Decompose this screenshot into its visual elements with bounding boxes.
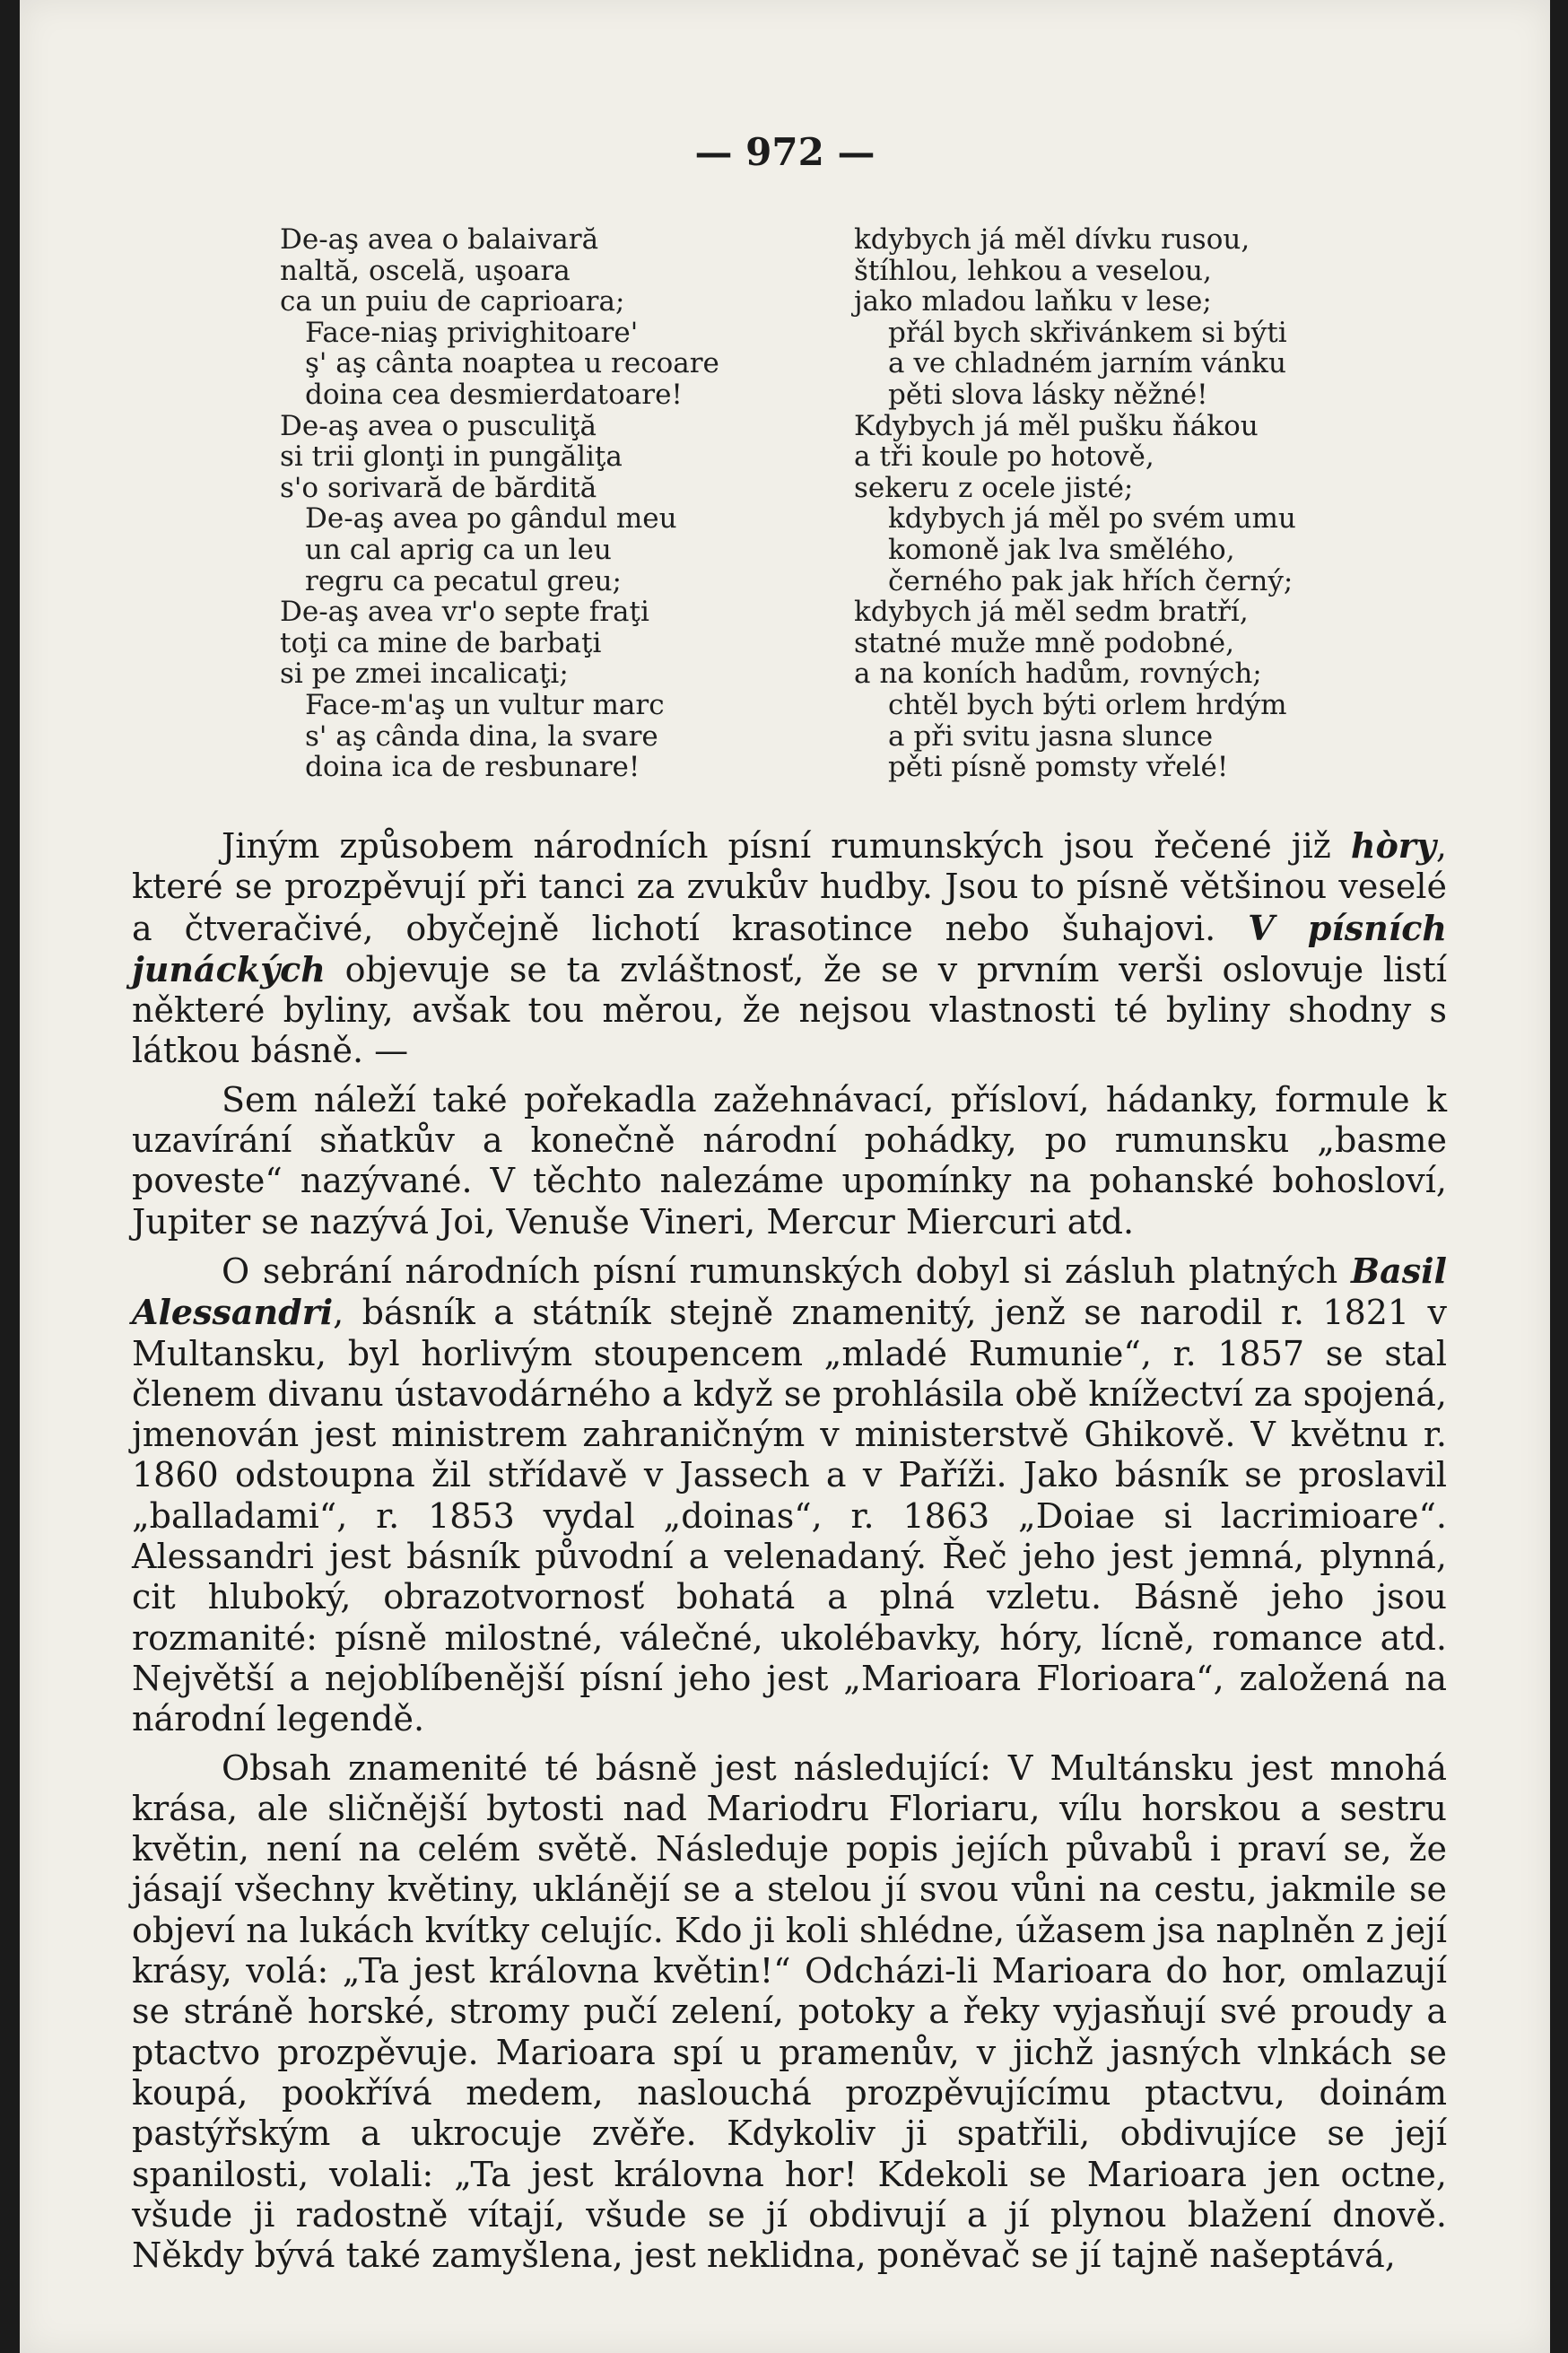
body-text xyxy=(132,825,1447,2284)
poem-line: s' aş cânda dina, la svare xyxy=(305,719,658,753)
poem-line: pěti slova lásky něžné! xyxy=(888,378,1208,411)
poem-line: a na koních hadům, rovných; xyxy=(854,658,1262,691)
paragraph-alessandri xyxy=(132,1251,1447,1740)
paragraph-folklore xyxy=(132,1080,1447,1242)
poem-line: si trii glonţi in pungăliţa xyxy=(280,440,623,474)
poem-line: přál bych skřivánkem si býti xyxy=(888,316,1287,349)
poem-line: a ve chladném jarním vánku xyxy=(888,347,1286,380)
poem-line: Face-niaş privighitoare' xyxy=(305,316,639,349)
poem-line: kdybych já měl dívku rusou, xyxy=(854,223,1250,256)
paragraph-text: , básník a státník stejně znamenitý, jenž se narodil r. 1821 v Multansku, byl horlivým stoupencem „mladé Rumunie“, r. 1857 se stal členem divanu ústavodárného a když se prohlásila obě knížectví za spojená, jmenován jest ministrem zahraničným v ministerstvě Ghikově. V květnu r. 1860 odstoupna žil střídavě v Jassech a v Paříži. Jako básník se proslavil „balladami“, r. 1853 vydal „doinas“, r. 1863 „Doiae si lacrimioare“. Alessandri jest básník původní a velenadaný. Řeč jeho jest jemná, plynná, cit hluboký, obrazotvornosť bohatá a plná vzletu. Básně jeho jsou rozmanité: písně milostné, válečné, ukolébavky, hóry, lícně, romance atd. Největší a nejoblíbenější písní jeho jest „Marioara Florioara“, založená na národní legendě. xyxy=(132,1293,1447,1739)
poem-line: pěti písně pomsty vřelé! xyxy=(888,751,1229,784)
paragraph-text: Jiným způsobem národních písní rumunských jsou řečené již xyxy=(222,826,1351,866)
paragraph-text: , které se prozpěvují při tanci za zvukův hudby. Jsou to písně většinou veselé a čtveračivé, obyčejně lichotí krasotince nebo šuhajovi. xyxy=(132,826,1447,948)
poem-line: sekeru z ocele jisté; xyxy=(854,471,1134,504)
paragraph-hory xyxy=(132,825,1447,1072)
emphasis-term: hòry xyxy=(1350,825,1436,866)
poem-line: De-aş avea po gândul meu xyxy=(305,502,677,536)
poem-line: černého pak jak hřích černý; xyxy=(888,564,1294,597)
emphasis-term: V písních junáckých xyxy=(132,907,1447,989)
poem-line: ca un puiu de caprioara; xyxy=(280,285,625,318)
poem-line: štíhlou, lehkou a veselou, xyxy=(854,254,1212,287)
paragraph-marioara xyxy=(132,1748,1447,2277)
paragraph-text: Obsah znamenité té básně jest následující: V Multánsku jest mnohá krása, ale sličnější bytosti nad Mariodru Floriaru, vílu horskou a sestru květin, není na celém světě. Následuje popis jejích půvabů i praví se, že jásají všechny květiny, uklánějí se a stelou jí svou vůni na cestu, jakmile se objeví na lukách kvítky celujíc. Kdo ji koli shlédne, úžasem jsa naplněn z její krásy, volá: „Ta jest královna květin!“ Odcházi-li Marioara do hor, omlazují se stráně horské, stromy pučí zelení, potoky a řeky vyjasňují své proudy a ptactvo prozpěvuje. Marioara spí u pramenův, v jichž jasných vlnkách se koupá, pookřívá medem, naslouchá prozpěvujícímu ptactvu, doinám pastýřským a ukrocuje zvěře. Kdykoliv ji spatřili, obdivujíce se její spanilosti, volali: „Ta jest královna hor! Kdekoli se Marioara jen octne, všude ji radostně vítají, všude se jí obdivují a jí plynou blažení dnově. Někdy bývá také zamyšlena, jest neklidna, poněvač se jí tajně našeptává, xyxy=(132,1747,1447,2276)
emphasis-name: Basil Alessandri xyxy=(132,1250,1447,1333)
poem-line: kdybych já měl sedm bratří, xyxy=(854,596,1249,629)
poem-line: Face-m'aş un vultur marc xyxy=(305,688,665,721)
poem-line: toţi ca mine de barbaţi xyxy=(280,626,602,659)
poem-line: a při svitu jasna slunce xyxy=(888,719,1214,753)
poem-czech xyxy=(854,224,1410,783)
poem-line: De-aş avea vr'o septe fraţi xyxy=(280,596,649,629)
poem-line: s'o sorivară de bărdită xyxy=(280,471,597,504)
poem-line: Kdybych já měl pušku ňákou xyxy=(854,409,1259,442)
poem-line: un cal aprig ca un leu xyxy=(305,533,612,566)
paragraph-text: objevuje se ta zvláštnosť, že se v prvním verši oslovuje listí některé byliny, avšak tou měrou, že nejsou vlastnosti té byliny shodny s látkou básně. — xyxy=(132,949,1447,1071)
poem-line: naltă, oscelă, uşoara xyxy=(280,254,571,287)
poem-line: De-aş avea o balaivară xyxy=(280,223,599,256)
poem-line: kdybych já měl po svém umu xyxy=(888,502,1296,536)
poem-line: chtěl bych býti orlem hrdým xyxy=(888,688,1287,721)
poem-romanian xyxy=(280,224,764,783)
poem-line: komoně jak lva smělého, xyxy=(888,533,1235,566)
poem-line: si pe zmei incalicaţi; xyxy=(280,658,569,691)
book-page xyxy=(20,0,1550,2353)
poem-line: doina ica de resbunare! xyxy=(305,751,640,784)
page-number: — 972 — xyxy=(694,130,875,174)
poem-line: jako mladou laňku v lese; xyxy=(854,285,1212,318)
poem-line: doina cea desmierdatoare! xyxy=(305,378,683,411)
paragraph-text: O sebrání národních písní rumunských dobyl si zásluh platných xyxy=(222,1251,1351,1291)
paragraph-text: Sem náleží také pořekadla zažehnávací, přísloví, hádanky, formule k uzavírání sňatkův a konečně národní pohádky, po rumunsku „basme poveste“ nazývané. V těchto nalezáme upomínky na pohanské bohosloví, Jupiter se nazývá Joi, Venuše Vineri, Mercur Miercuri atd. xyxy=(132,1079,1447,1242)
poem-line: De-aş avea o pusculiţă xyxy=(280,409,597,442)
poem-line: regru ca pecatul greu; xyxy=(305,564,622,597)
poem-line: a tři koule po hotově, xyxy=(854,440,1154,474)
poem-line: ş' aş cânta noaptea u recoare xyxy=(305,347,719,380)
poem-line: statné muže mně podobné, xyxy=(854,626,1234,659)
